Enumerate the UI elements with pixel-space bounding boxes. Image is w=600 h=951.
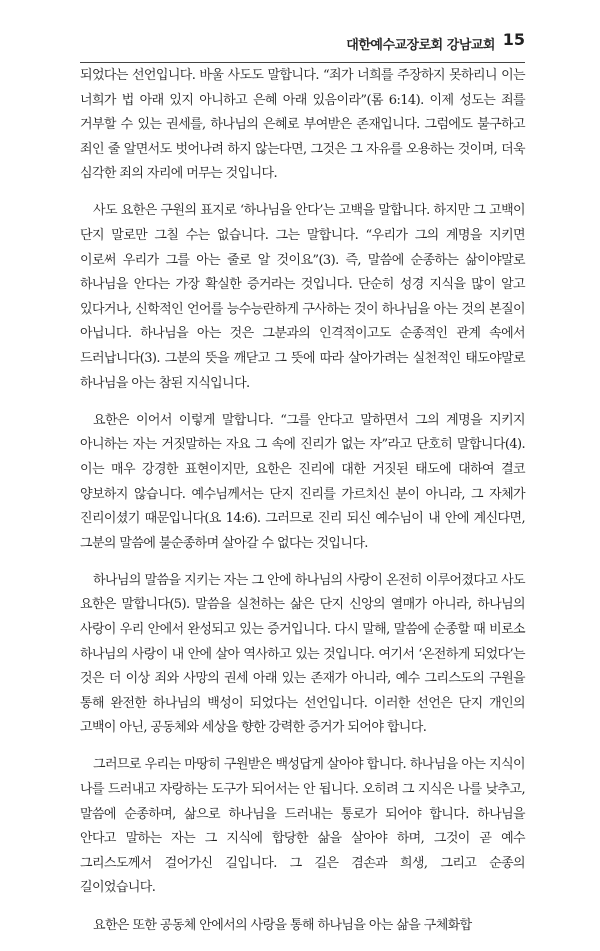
paragraph: 요한은 이어서 이렇게 말합니다. “그를 안다고 말하면서 그의 계명을 지키지 아니하는 자는 거짓말하는 자요 그 속에 진리가 없는 자”라고 단호히 말합니다(4). 이는 매우 강경한 표현이지만, 요한은 진리에 대한 거짓된 태도에 대하여 결코 양보하지 않습니다. 예수님께서는 단지 진리를 가르치신 분이 아니라, 그 자체가 진리이셨기 때문입니다(요 14:6). 그러므로 진리 되신 예수님이 내 안에 계신다면, 그분의 말씀에 불순종하며 살아갈 수 없다는 것입니다. <box>80 412 525 551</box>
paragraph: 되었다는 선언입니다. 바울 사도도 말합니다. “죄가 너희를 주장하지 못하리니 이는 너희가 법 아래 있지 아니하고 은혜 아래 있음이라”(롬 6:14). 이제 성도는 죄를 거부할 수 있는 권세를, 하나님의 은혜로 부여받은 존재입니다. 그럼에도 불구하고 죄인 줄 알면서도 벗어나려 하지 않는다면, 그것은 그 자유를 오용하는 것이며, 더욱 심각한 죄의 자리에 머무는 것입니다. <box>80 68 525 182</box>
page-number: 15 <box>502 30 525 49</box>
page-header <box>80 22 525 63</box>
paragraph: 하나님의 말씀을 지키는 자는 그 안에 하나님의 사랑이 온전히 이루어졌다고 사도 요한은 말합니다(5). 말씀을 실천하는 삶은 단지 신앙의 열매가 아니라, 하나님의 사랑이 우리 안에서 완성되고 있는 증거입니다. 다시 말해, 말씀에 순종할 때 비로소 하나님의 사랑이 내 안에 살아 역사하고 있는 것입니다. 여기서 ‘온전하게 되었다’는 것은 더 이상 죄와 사망의 권세 아래 있는 존재가 아니라, 예수 그리스도의 구원을 통해 완전한 하나님의 백성이 되었다는 선언입니다. 이러한 선언은 단지 개인의 고백이 아닌, 공동체와 세상을 향한 강력한 증거가 되어야 합니다. <box>80 572 525 736</box>
paragraph: 그러므로 우리는 마땅히 구원받은 백성답게 살아야 합니다. 하나님을 아는 지식이 나를 드러내고 자랑하는 도구가 되어서는 안 됩니다. 오히려 그 지식은 나를 낮추고, 말씀에 순종하며, 삶으로 하나님을 드러내는 통로가 되어야 합니다. 하나님을 안다고 말하는 자는 그 지식에 합당한 삶을 살아야 하며, 그것이 곧 예수 그리스도께서 걸어가신 길입니다. 그 길은 겸손과 희생, 그리고 순종의 길이었습니다. <box>80 757 525 896</box>
header-title: 대한예수교장로회 강남교회 <box>346 38 495 53</box>
paragraph: 요한은 또한 공동체 안에서의 사랑을 통해 하나님을 아는 삶을 구체화합 <box>93 917 472 933</box>
paragraph: 사도 요한은 구원의 표지로 ‘하나님을 안다’는 고백을 말합니다. 하지만 그 고백이 단지 말로만 그칠 수는 없습니다. 그는 말합니다. “우리가 그의 계명을 지키면 이로써 우리가 그를 아는 줄로 알 것이요”(3). 즉, 말씀에 순종하는 삶이야말로 하나님을 안다는 가장 확실한 증거라는 것입니다. 단순히 성경 지식을 많이 알고 있다거나, 신학적인 언어를 능수능란하게 구사하는 것이 하나님을 아는 것의 본질이 아닙니다. 하나님을 아는 것은 그분과의 인격적이고도 순종적인 관계 속에서 드러납니다(3). 그분의 뜻을 깨닫고 그 뜻에 따라 살아가려는 실천적인 태도야말로 하나님을 아는 참된 지식입니다. <box>80 203 525 391</box>
body-text <box>80 64 525 951</box>
